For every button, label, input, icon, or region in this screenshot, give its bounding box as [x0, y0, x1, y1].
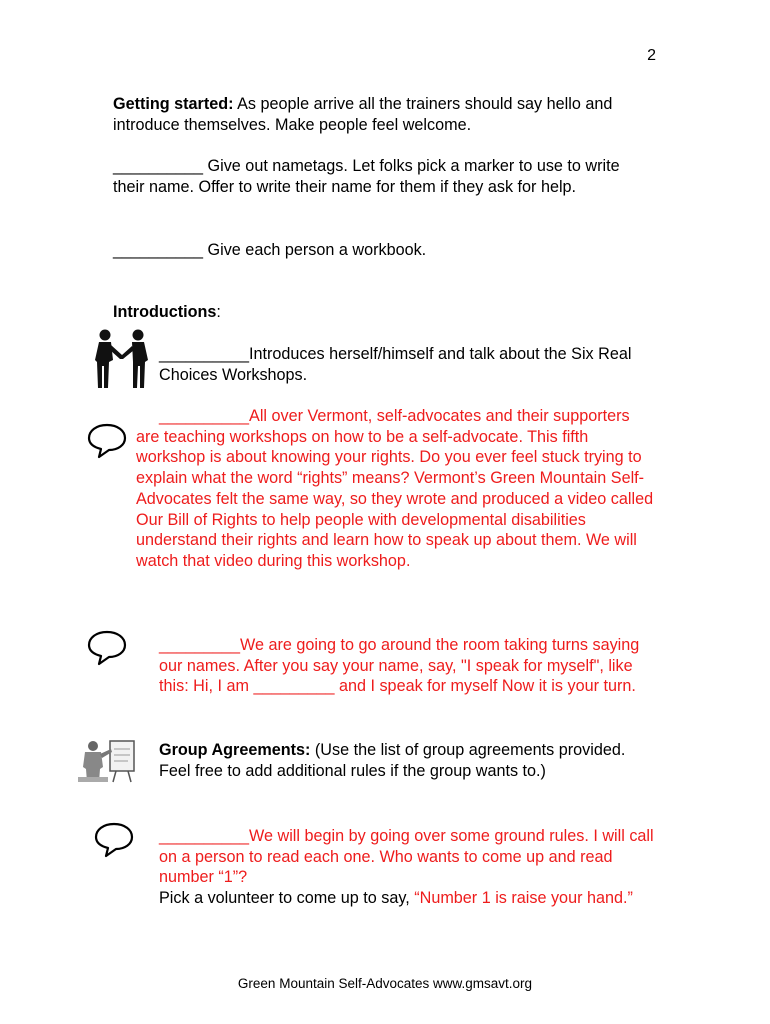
introductions-heading: Introductions [113, 303, 217, 321]
speech-bubble-icon [87, 423, 127, 459]
intro-item-1-blank: __________ [159, 345, 250, 363]
intro-item-2-blank: __________ [159, 407, 250, 425]
ground-rules-paragraph [159, 826, 654, 909]
intro-item-1 [159, 344, 644, 385]
group-agreements-heading: Group Agreements: [159, 741, 311, 759]
workbook-text: Give each person a workbook. [203, 241, 427, 259]
intro-item-2 [136, 406, 656, 572]
page-number: 2 [647, 47, 656, 64]
intro-item-3-blank: _________ [159, 636, 241, 654]
nametags-paragraph [113, 156, 633, 197]
intro-item-3-text: We are going to go around the room taking turns saying our names. After you say your name, say, "I speak for myself", like this: Hi, I am _________ and I speak for myself Now it is your turn. [159, 636, 640, 696]
intro-item-1-text: Introduces herself/himself and talk about the Six Real Choices Workshops. [159, 345, 632, 384]
ground-rules-blank: __________ [159, 827, 250, 845]
speech-bubble-icon [87, 630, 127, 666]
intro-item-2-text: All over Vermont, self-advocates and their supporters are teaching workshops on how to be a self-advocate. This fifth workshop is about knowing your rights. Do you ever feel stuck trying to explain what the word “rights” means? Vermont’s Green Mountain Self-Advocates felt the same way, so they wrote and produced a video called Our Bill of Rights to help people with developmental disabilities understand their rights and learn how to speak up about them. We will watch that video during this workshop. [136, 407, 654, 570]
nametags-text: Give out nametags. Let folks pick a marker to use to write their name. Offer to write their name for them if they ask for help. [113, 157, 620, 196]
nametags-blank: __________ [113, 157, 204, 175]
workbook-paragraph [113, 240, 633, 261]
group-agreements-text: (Use the list of group agreements provided. Feel free to add additional rules if the group wants to.) [159, 741, 626, 780]
introductions-title [113, 302, 221, 323]
presenter-flipchart-icon [78, 739, 140, 783]
getting-started-heading: Getting started: [113, 95, 234, 113]
ground-rules-quote: “Number 1 is raise your hand.” [414, 889, 633, 908]
introductions-colon: : [216, 303, 221, 321]
speech-bubble-icon [94, 822, 134, 858]
ground-rules-red-text: We will begin by going over some ground rules. I will call on a person to read each one. Who wants to come up and read number “1”? [159, 827, 654, 887]
workbook-blank: __________ [113, 241, 204, 259]
handshake-icon [93, 328, 151, 390]
group-agreements-paragraph [159, 740, 659, 781]
page-footer: Green Mountain Self-Advocates www.gmsavt.org [237, 976, 533, 991]
getting-started-text: As people arrive all the trainers should say hello and introduce themselves. Make people feel welcome. [113, 95, 613, 134]
getting-started-paragraph [113, 94, 633, 135]
intro-item-3 [159, 635, 644, 697]
ground-rules-black-text: Pick a volunteer to come up to say, [159, 889, 415, 908]
